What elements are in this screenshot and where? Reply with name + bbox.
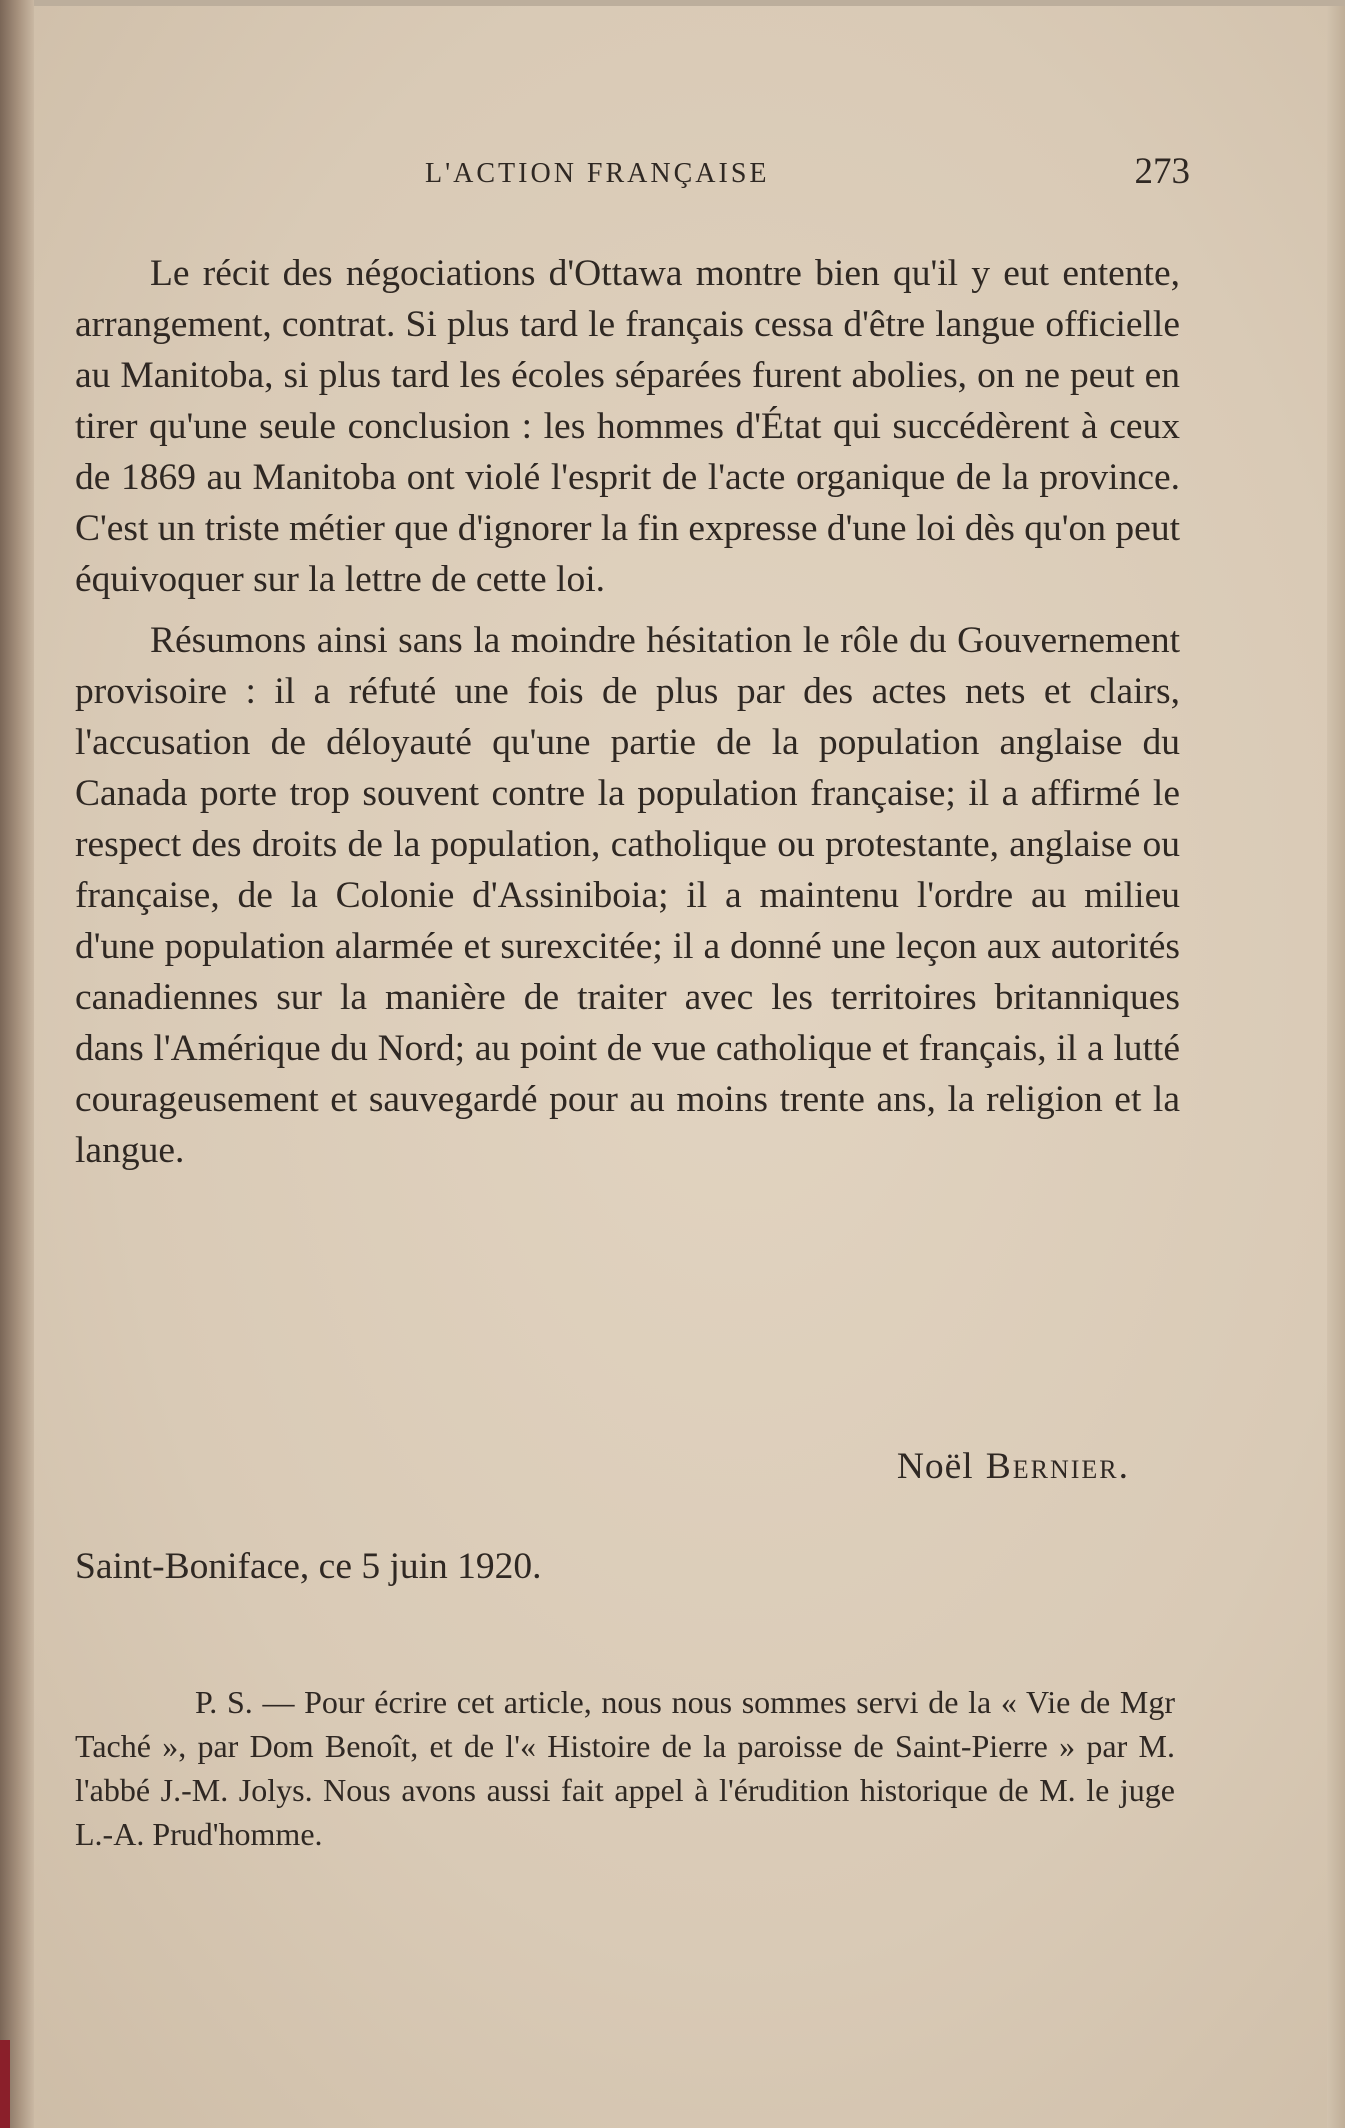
book-spine: [0, 0, 34, 2128]
article-body: [75, 248, 1180, 1186]
author-family-name: Bernier.: [985, 1446, 1130, 1487]
page-number: 273: [1134, 151, 1190, 192]
paragraph-summary: Résumons ainsi sans la moindre hésitation le rôle du Gouvernement provisoire : il a réfuté une fois de plus par des actes nets et clairs, l'accusation de déloyauté qu'une partie de la population anglaise du Canada porte trop souvent contre la population française; il a affirmé le respect des droits de la population, catholique ou protestante, anglaise ou française, de la Colonie d'Assiniboia; il a maintenu l'ordre au milieu d'une population alarmée et surexcitée; il a donné une leçon aux autorités canadiennes sur la manière de traiter avec les territoires britanniques dans l'Amérique du Nord; au point de vue catholique et français, il a lutté courageusement et sauvegardé pour au moins trente ans, la religion et la langue.: [75, 620, 1180, 1171]
page-header: [150, 150, 1190, 200]
paragraph-negotiations: Le récit des négociations d'Ottawa montre bien qu'il y eut entente, arrangement, contrat. Si plus tard le français cessa d'être langue officielle au Manitoba, si plus tard les écoles séparées furent abolies, on ne peut en tirer qu'une seule conclusion : les hommes d'État qui succédèrent à ceux de 1869 au Manitoba ont violé l'esprit de l'acte organique de la province. C'est un triste métier que d'ignorer la fin expresse d'une loi dès qu'on peut équivoquer sur la lettre de cette loi.: [75, 253, 1180, 600]
page-right-edge: [1327, 0, 1345, 2128]
dateline: Saint-Boniface, ce 5 juin 1920.: [75, 1546, 542, 1587]
running-head: L'ACTION FRANÇAISE: [425, 158, 770, 189]
author-signature: [897, 1445, 1130, 1488]
spine-binding-edge: [0, 2040, 10, 2128]
page-top-edge: [34, 0, 1345, 6]
postscript: [75, 1680, 1175, 1856]
author-given-name: Noël: [896, 1446, 974, 1487]
postscript-text: P. S. — Pour écrire cet article, nous nous sommes servi de la « Vie de Mgr Taché », par Dom Benoît, et de l'« Histoire de la paroisse de Saint-Pierre » par M. l'abbé J.-M. Jolys. Nous avons aussi fait appel à l'érudition historique de M. le juge L.-A. Prud'homme.: [75, 1684, 1175, 1852]
